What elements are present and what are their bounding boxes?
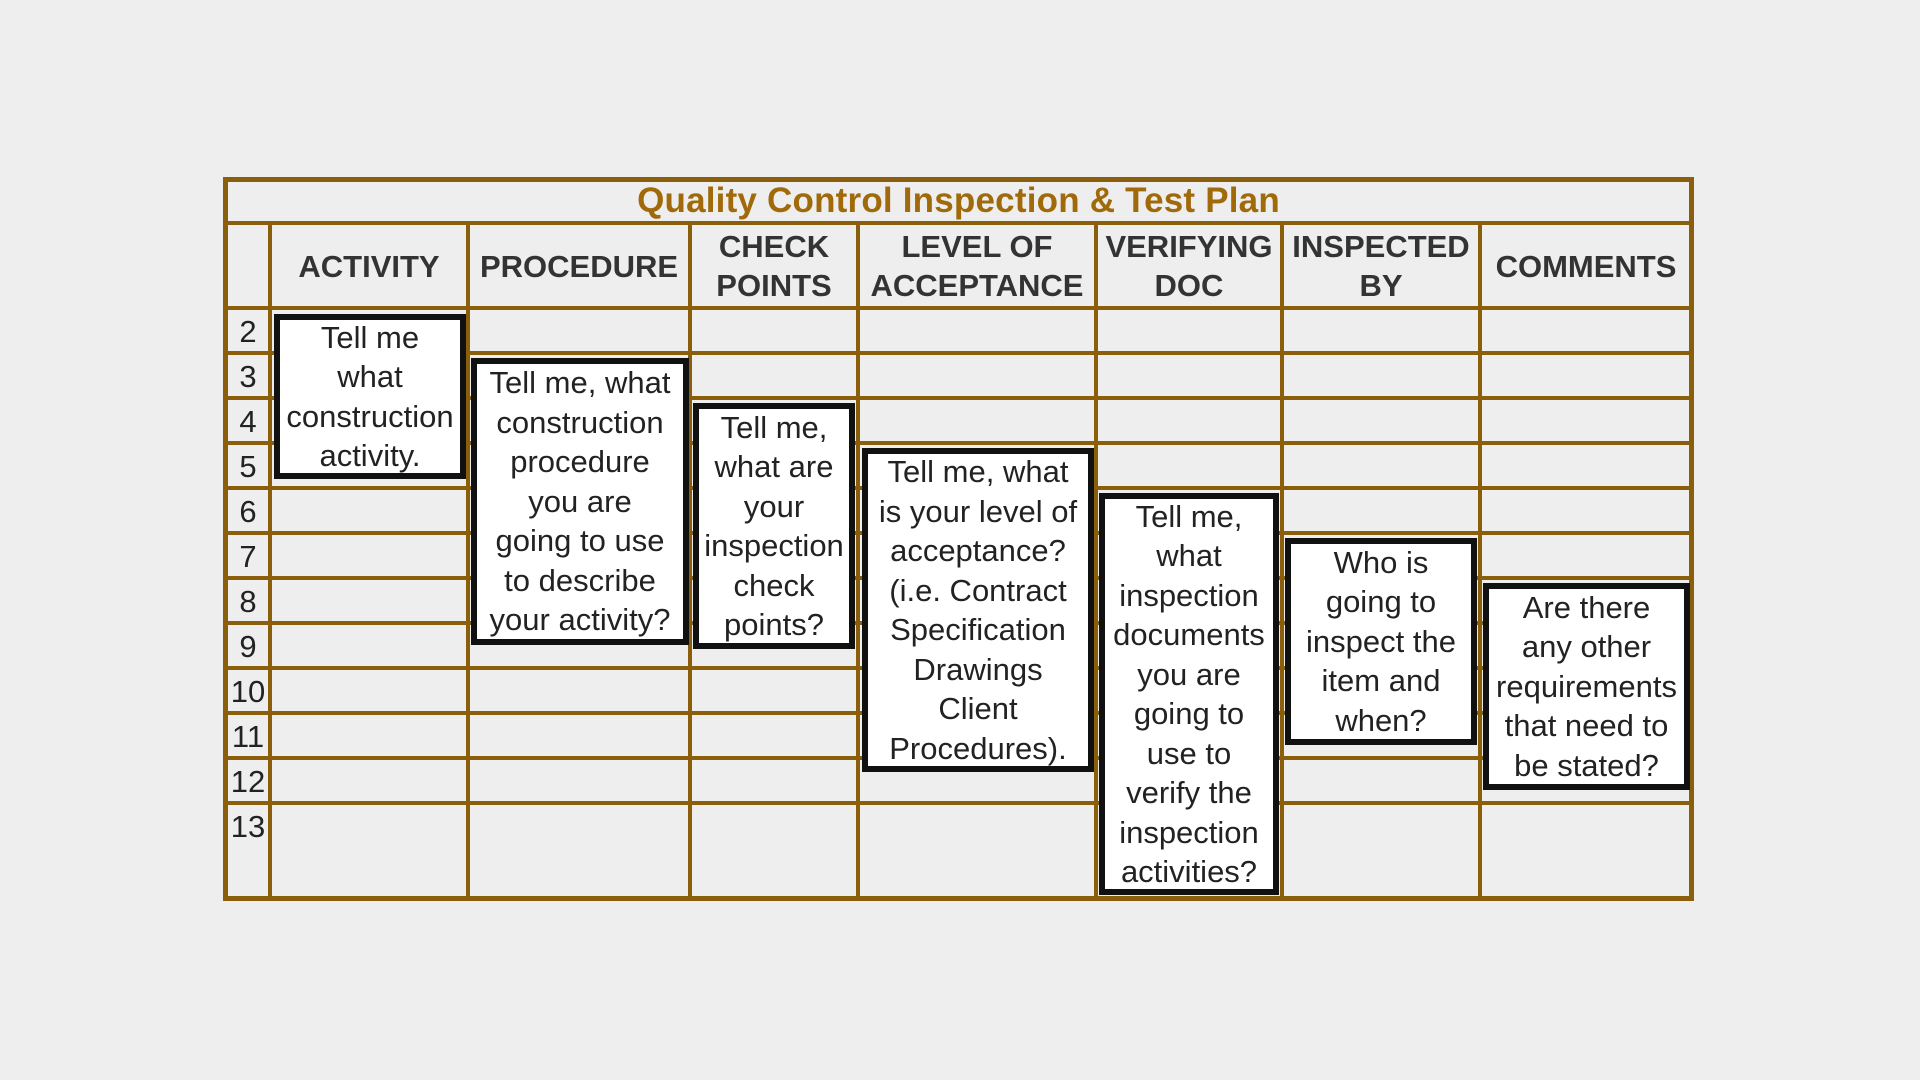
row-number: 5	[239, 448, 257, 484]
row-number: 3	[239, 358, 257, 394]
row-number: 13	[230, 808, 266, 844]
row-number: 6	[239, 493, 257, 529]
column-header-activity: ACTIVITY	[298, 248, 440, 284]
column-header-level-of-acceptance: LEVEL OF ACCEPTANCE	[870, 229, 1084, 303]
comments-note: Are there any other requirements that need to be stated?	[1483, 583, 1690, 790]
column-header-comments: COMMENTS	[1495, 248, 1677, 284]
row-number: 4	[239, 403, 257, 439]
row-number: 7	[239, 538, 257, 574]
inspection-test-plan-table	[223, 177, 1694, 901]
procedure-note: Tell me, what construction procedure you are going to use to describe your activity?	[471, 358, 689, 645]
check-points-note: Tell me, what are your inspection check points?	[693, 403, 855, 649]
row-number: 2	[239, 313, 257, 349]
column-header-procedure: PROCEDURE	[479, 248, 679, 284]
column-header-verifying-doc: VERIFYING DOC	[1105, 229, 1273, 303]
table-title: Quality Control Inspection & Test Plan	[637, 181, 1280, 220]
row-number: 12	[230, 763, 266, 799]
row-number: 10	[230, 673, 266, 709]
column-header-check-points: CHECK POINTS	[716, 229, 832, 303]
inspected-by-note: Who is going to inspect the item and when?	[1285, 538, 1477, 745]
activity-note: Tell me what construction activity.	[274, 314, 466, 479]
column-header-inspected-by: INSPECTED BY	[1292, 229, 1470, 303]
row-number: 11	[231, 718, 265, 754]
verifying-doc-note: Tell me, what inspection documents you are going to use to verify the inspection activities?	[1099, 493, 1279, 895]
row-number: 8	[239, 583, 257, 619]
level-of-acceptance-note: Tell me, what is your level of acceptance? (i.e. Contract Specification Drawings Client Procedures).	[862, 448, 1094, 772]
row-number: 9	[239, 628, 257, 664]
